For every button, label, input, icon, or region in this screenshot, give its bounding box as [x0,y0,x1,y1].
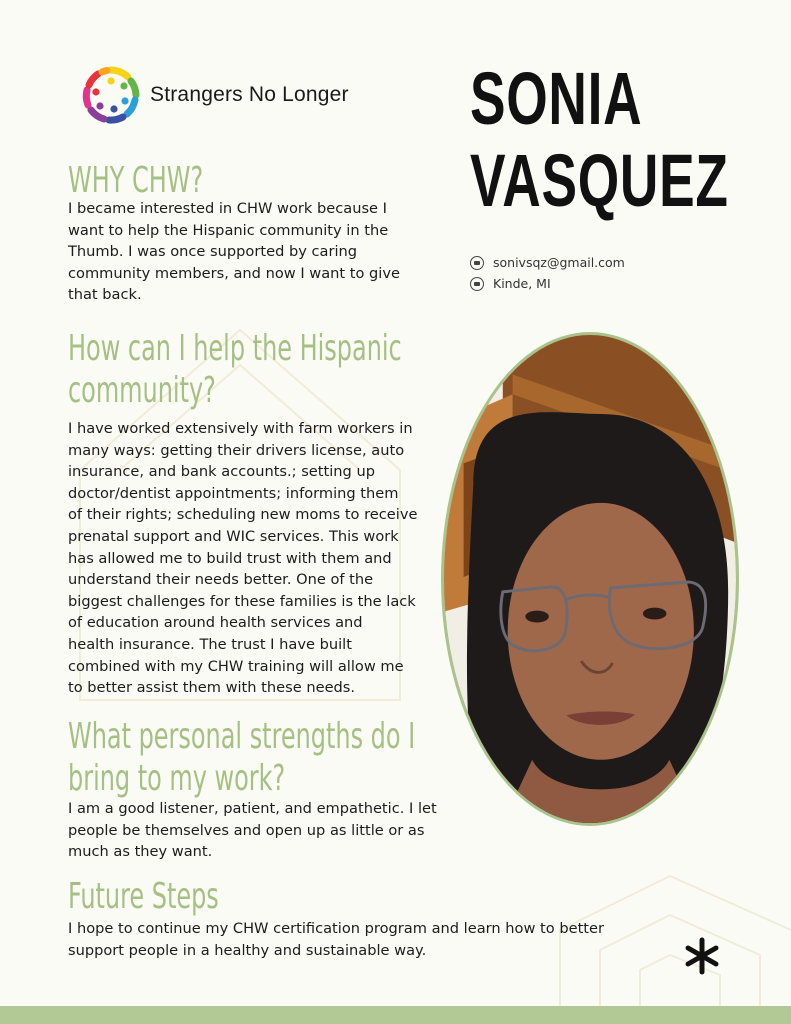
brand-name: Strangers No Longer [150,83,349,106]
heading-line: community? [68,370,216,411]
heading-line: bring to my work? [68,758,286,799]
paragraph-line: community members, and now I want to give [68,264,400,282]
paragraph-line: Thumb. I was once supported by caring [68,243,358,261]
future-steps-heading: Future Steps [68,876,219,917]
first-name: SONIA [470,57,643,140]
profile-name [470,58,729,222]
brand-logo [80,64,349,126]
strengths-heading [68,716,415,800]
paragraph-line: health insurance. The trust I have built [68,635,352,653]
why-chw-heading: WHY CHW? [68,160,204,201]
paragraph-line: prenatal support and WIC services. This work [68,527,399,545]
location-text: Kinde, MI [493,276,551,291]
paragraph-line: I have worked extensively with farm workers in [68,420,413,437]
paragraph-line: biggest challenges for these families is the lack [68,592,416,610]
paragraph-line: has allowed me to build trust with them and [68,549,392,567]
paragraph-line: people be themselves and open up as little or as [68,821,425,839]
heading-line: What personal strengths do I [68,716,416,757]
contact-info [470,252,625,294]
heading-line: How can I help the Hispanic [68,328,402,369]
paragraph-line: I hope to continue my CHW certification program and learn how to better [68,920,604,937]
email-text[interactable]: sonivsqz@gmail.com [493,255,625,270]
paragraph-line: of education around health services and [68,614,363,632]
paragraph-line: I am a good listener, patient, and empathetic. I let [68,800,437,817]
profile-photo [441,332,739,826]
paragraph-line: understand their needs better. One of the [68,571,374,589]
paragraph-line: many ways: getting their drivers license, auto [68,441,405,459]
paragraph-line: insurance, and bank accounts.; setting up [68,463,375,481]
paragraph-line: that back. [68,286,142,304]
strengths-paragraph [68,798,437,863]
email-row [470,252,625,273]
portrait-illustration [444,335,736,823]
paragraph-line: combined with my CHW training will allow me [68,657,404,675]
how-help-heading [68,328,402,412]
people-circle-logo-icon [80,64,142,126]
why-chw-paragraph [68,198,400,306]
email-icon [470,256,484,270]
paragraph-line: want to help the Hispanic community in the [68,221,389,239]
bottom-accent-bar [0,1006,791,1024]
paragraph-line: support people in a healthy and sustainable way. [68,941,427,959]
paragraph-line: to better assist them with these needs. [68,679,356,697]
location-row [470,273,625,294]
how-help-paragraph [68,418,417,699]
future-steps-paragraph [68,918,604,961]
paragraph-line: of their rights; scheduling new moms to receive [68,506,418,524]
asterisk-star-icon [682,936,722,976]
paragraph-line: doctor/dentist appointments; informing them [68,484,399,502]
paragraph-line: I became interested in CHW work because I [68,200,387,217]
location-pin-icon [470,277,484,291]
paragraph-line: much as they want. [68,843,213,861]
last-name: VASQUEZ [470,139,729,222]
